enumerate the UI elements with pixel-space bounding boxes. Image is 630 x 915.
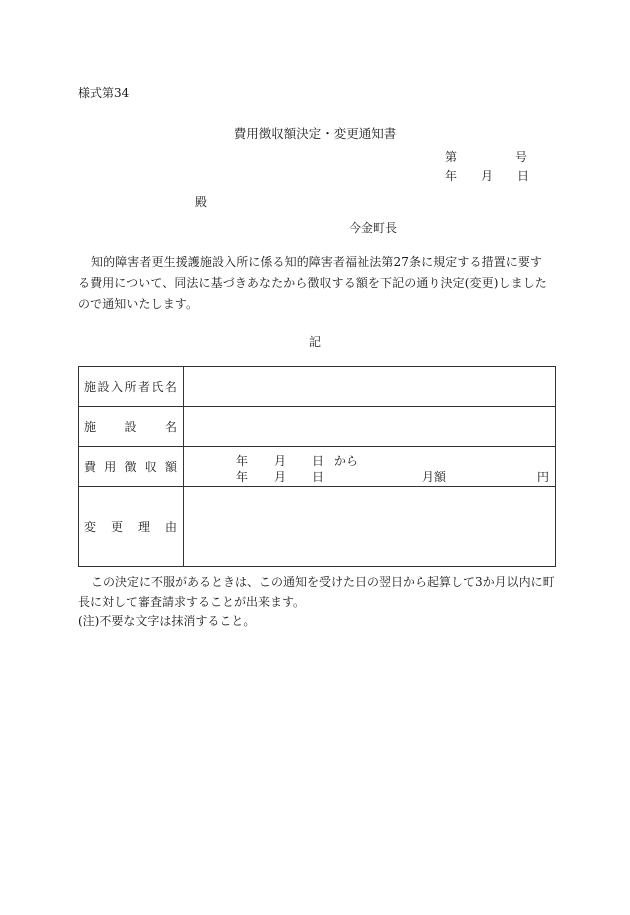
label-char: 額 (164, 460, 177, 474)
change-reason-field[interactable] (184, 487, 556, 567)
amount-unit-label: 月 (274, 454, 287, 468)
label-char: 名 (164, 420, 177, 434)
label-char: 設 (124, 420, 137, 434)
label-char: 施 (84, 380, 97, 394)
date-year: 年 (445, 169, 458, 183)
label-char: 用 (104, 460, 117, 474)
ki-heading: 記 (308, 335, 321, 349)
label-facility-name (79, 407, 184, 447)
amount-unit-label: 円 (536, 470, 549, 484)
label-fee-amount (79, 447, 184, 487)
label-char: 者 (137, 380, 150, 394)
label-char: 理 (137, 520, 150, 534)
period-end-line (236, 468, 549, 484)
label-char: 氏 (151, 380, 164, 394)
label-char: 設 (97, 380, 110, 394)
label-char: 入 (110, 380, 123, 394)
label-char: 所 (124, 380, 137, 394)
label-char: 由 (164, 520, 177, 534)
detail-table (78, 366, 556, 567)
issue-date-line (445, 167, 529, 184)
number-prefix: 第 (445, 150, 458, 164)
label-char: 収 (144, 460, 157, 474)
label-char: 施 (84, 420, 97, 434)
label-char: 費 (84, 460, 97, 474)
label-char: 更 (110, 520, 123, 534)
table-row-fee-amount (79, 447, 556, 487)
sender-name: 今金町長 (349, 221, 398, 235)
resident-name-field[interactable] (184, 367, 556, 407)
label-change-reason (79, 487, 184, 567)
form-number: 様式第34 (78, 86, 130, 100)
label-char: 名 (164, 380, 177, 394)
amount-unit-label: から (334, 454, 359, 468)
table-row-facility-name (79, 407, 556, 447)
table-row-resident-name (79, 367, 556, 407)
addressee-suffix: 殿 (195, 195, 208, 209)
objection-note: この決定に不服があるときは、この通知を受けた日の翌日から起算して3か月以内に町長に対して審査請求することが出来ます。 (78, 575, 555, 609)
date-day: 日 (517, 169, 530, 183)
amount-unit-label: 月 (274, 470, 287, 484)
body-paragraph: 知的障害者更生援護施設入所に係る知的障害者福祉法第27条に規定する措置に要する費用について、同法に基づきあなたから徴収する額を下記の通り決定(変更)しましたので通知いたします。 (78, 255, 547, 311)
amount-unit-label: 日 (312, 454, 325, 468)
number-suffix: 号 (515, 150, 528, 164)
fee-amount-field[interactable] (184, 447, 556, 487)
amount-unit-label: 年 (236, 454, 249, 468)
document-number-line (445, 148, 527, 165)
facility-name-field[interactable] (184, 407, 556, 447)
annotation-note: (注)不要な文字は抹消すること。 (78, 614, 256, 628)
amount-unit-label: 月額 (422, 470, 447, 484)
period-start-line (236, 452, 549, 468)
label-resident-name (79, 367, 184, 407)
label-char: 徴 (124, 460, 137, 474)
date-month: 月 (481, 169, 494, 183)
table-row-change-reason (79, 487, 556, 567)
amount-unit-label: 年 (236, 470, 249, 484)
document-title: 費用徴収額決定・変更通知書 (233, 126, 397, 141)
amount-unit-label: 日 (312, 470, 325, 484)
label-char: 変 (84, 520, 97, 534)
